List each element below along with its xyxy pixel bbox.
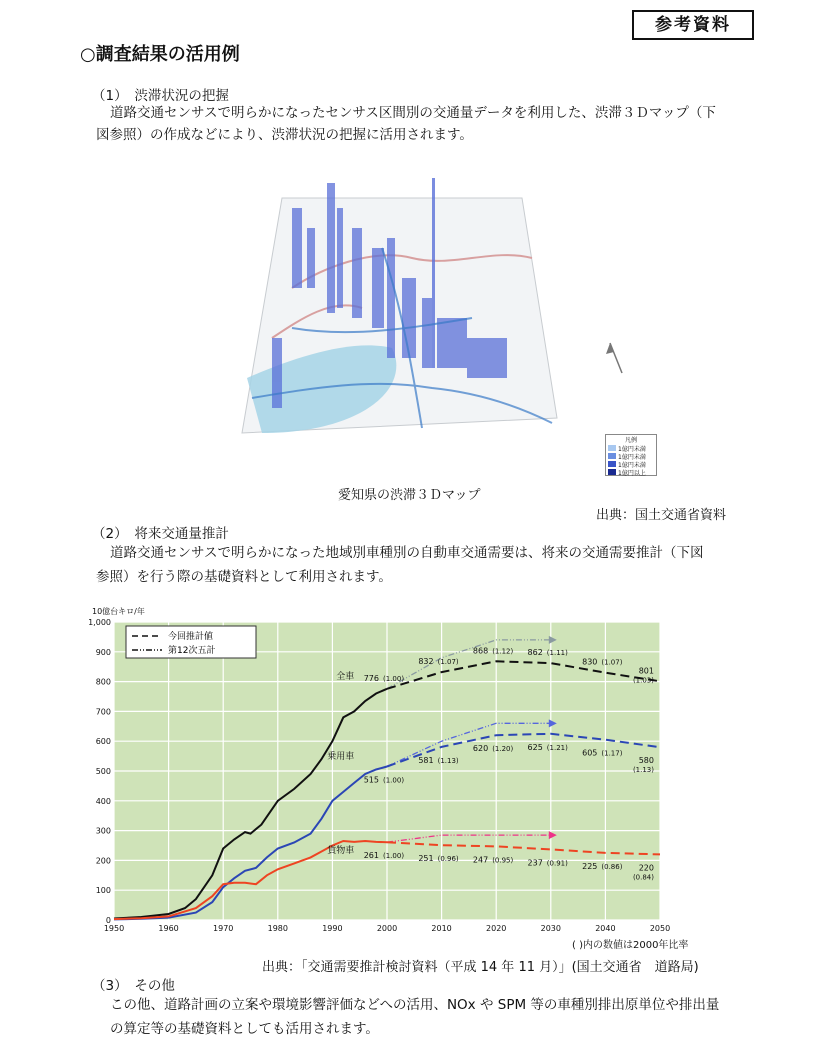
x-tick-label: 1960 [158, 924, 179, 933]
map-legend-item [606, 468, 656, 476]
x-tick-label: 1970 [213, 924, 234, 933]
y-tick-label: 700 [95, 707, 111, 717]
legend-label: 1億円未満 [618, 453, 646, 461]
freight-ratio-label: (1.00) [383, 852, 405, 861]
total-ratio-label: (1.00) [383, 674, 405, 683]
passenger-value-label: 620 [472, 744, 489, 754]
x-tick-label: 2030 [540, 924, 561, 933]
x-tick-label: 2000 [376, 924, 398, 933]
total-series-name: 全車 [336, 672, 355, 683]
freight-value-label: 261 [363, 851, 379, 861]
x-axis-ticks [104, 924, 670, 933]
y-tick-label: 1,000 [88, 618, 111, 627]
x-tick-label: 1990 [322, 924, 343, 933]
total-value-label: 862 [527, 648, 543, 658]
map-legend-title: 凡例 [624, 437, 637, 444]
section3-line1: この他、道路計画の立案や環境影響評価などへの活用、NOx や SPM 等の車種別排出原単位や排出量 [110, 997, 720, 1013]
passenger-series-name: 乗用車 [327, 752, 355, 763]
freight-ratio-label: (0.86) [601, 862, 623, 871]
passenger-value-label: 581 [418, 755, 434, 765]
page-title: ○調査結果の活用例 [80, 44, 240, 65]
map-caption: 愛知県の渋滞３Ｄマップ [338, 488, 481, 503]
y-tick-label: 300 [95, 826, 111, 836]
freight-ratio-label: (0.96) [437, 855, 459, 864]
x-tick-label: 2040 [595, 924, 616, 933]
x-tick-label: 1950 [103, 924, 125, 933]
chart-legend [126, 626, 256, 658]
freight-value-label: 247 [472, 855, 489, 865]
total-value-label: 830 [582, 657, 598, 667]
y-tick-label: 400 [95, 796, 111, 806]
y-tick-label: 600 [95, 737, 111, 747]
legend-swatch [608, 469, 616, 475]
freight-value-label: 225 [582, 861, 598, 871]
total-value-label: 776 [363, 673, 379, 683]
legend-plan-label: 第12次五計 [168, 646, 216, 656]
section1-line2: 図参照）の作成などにより、渋滞状況の把握に活用されます。 [96, 127, 473, 143]
north-arrow-icon [600, 338, 630, 378]
chart-source: 出典：「交通需要推計検討資料（平成 14 年 11 月）」(国土交通省 道路局) [262, 960, 699, 975]
section3-heading: （3） その他 [92, 978, 175, 994]
freight-ratio-label: (0.84) [632, 873, 654, 882]
y-tick-label: 100 [95, 886, 111, 896]
traffic-forecast-chart [88, 604, 692, 944]
passenger-ratio-label: (1.20) [492, 745, 514, 754]
section1-line1: 道路交通センサスで明らかになったセンサス区間別の交通量データを利用した、渋滞３Ｄマップ（下 [110, 105, 716, 121]
legend-label: 1億円未満 [618, 461, 646, 469]
map-source: 出典：国土交通省資料 [596, 508, 727, 523]
chart-note: ( )内の数値は2000年比率 [572, 940, 689, 951]
y-tick-label: 200 [95, 856, 111, 866]
y-tick-label: 800 [95, 677, 111, 687]
x-tick-label: 2010 [431, 924, 452, 933]
total-value-label: 868 [472, 646, 489, 656]
passenger-ratio-label: (1.17) [601, 749, 623, 758]
passenger-value-label: 580 [638, 756, 654, 766]
section3-line2: の算定等の基礎資料としても活用されます。 [110, 1021, 379, 1037]
passenger-ratio-label: (1.13) [437, 756, 459, 765]
legend-swatch [608, 453, 616, 459]
passenger-value-label: 605 [582, 748, 598, 758]
section2-line1: 道路交通センサスで明らかになった地域別車種別の自動車交通需要は、将来の交通需要推計（下図 [110, 545, 704, 561]
total-ratio-label: (1.12) [492, 647, 514, 656]
x-tick-label: 2050 [649, 924, 671, 933]
passenger-ratio-label: (1.21) [546, 743, 568, 752]
total-value-label: 801 [638, 666, 654, 676]
passenger-ratio-label: (1.13) [632, 766, 654, 775]
legend-forecast-label: 今回推計値 [168, 632, 214, 642]
reference-badge: 参考資料 [632, 10, 754, 40]
legend-swatch [608, 445, 616, 451]
total-ratio-label: (1.07) [437, 658, 459, 667]
y-axis-ticks [88, 618, 111, 925]
legend-swatch [608, 461, 616, 467]
passenger-value-label: 625 [527, 742, 543, 752]
total-value-label: 832 [418, 657, 434, 667]
passenger-ratio-label: (1.00) [383, 776, 405, 785]
x-tick-label: 2020 [486, 924, 507, 933]
freight-series-name: 貨物車 [327, 845, 355, 856]
y-tick-label: 900 [95, 647, 111, 657]
x-tick-label: 1980 [267, 924, 288, 933]
y-tick-label: 0 [105, 916, 111, 925]
congestion-3d-map [232, 188, 562, 438]
legend-label: 1億円未満 [618, 445, 646, 453]
section2-heading: （2） 将来交通量推計 [92, 526, 229, 542]
passenger-value-label: 515 [363, 775, 379, 785]
section2-line2: 参照）を行う際の基礎資料として利用されます。 [96, 569, 392, 585]
legend-label: 1億円以上 [618, 469, 646, 477]
freight-ratio-label: (0.95) [492, 856, 514, 865]
section1-heading: （1） 渋滞状況の把握 [92, 88, 229, 104]
freight-value-label: 220 [638, 863, 654, 873]
y-axis-unit: 10億台キロ/年 [92, 607, 145, 616]
freight-ratio-label: (0.91) [546, 859, 568, 868]
freight-value-label: 251 [418, 854, 434, 864]
freight-value-label: 237 [527, 858, 543, 868]
total-ratio-label: (1.07) [601, 658, 623, 667]
total-ratio-label: (1.11) [546, 649, 568, 658]
y-tick-label: 500 [95, 767, 111, 776]
total-ratio-label: (1.03) [632, 676, 654, 685]
map-legend [605, 434, 657, 476]
